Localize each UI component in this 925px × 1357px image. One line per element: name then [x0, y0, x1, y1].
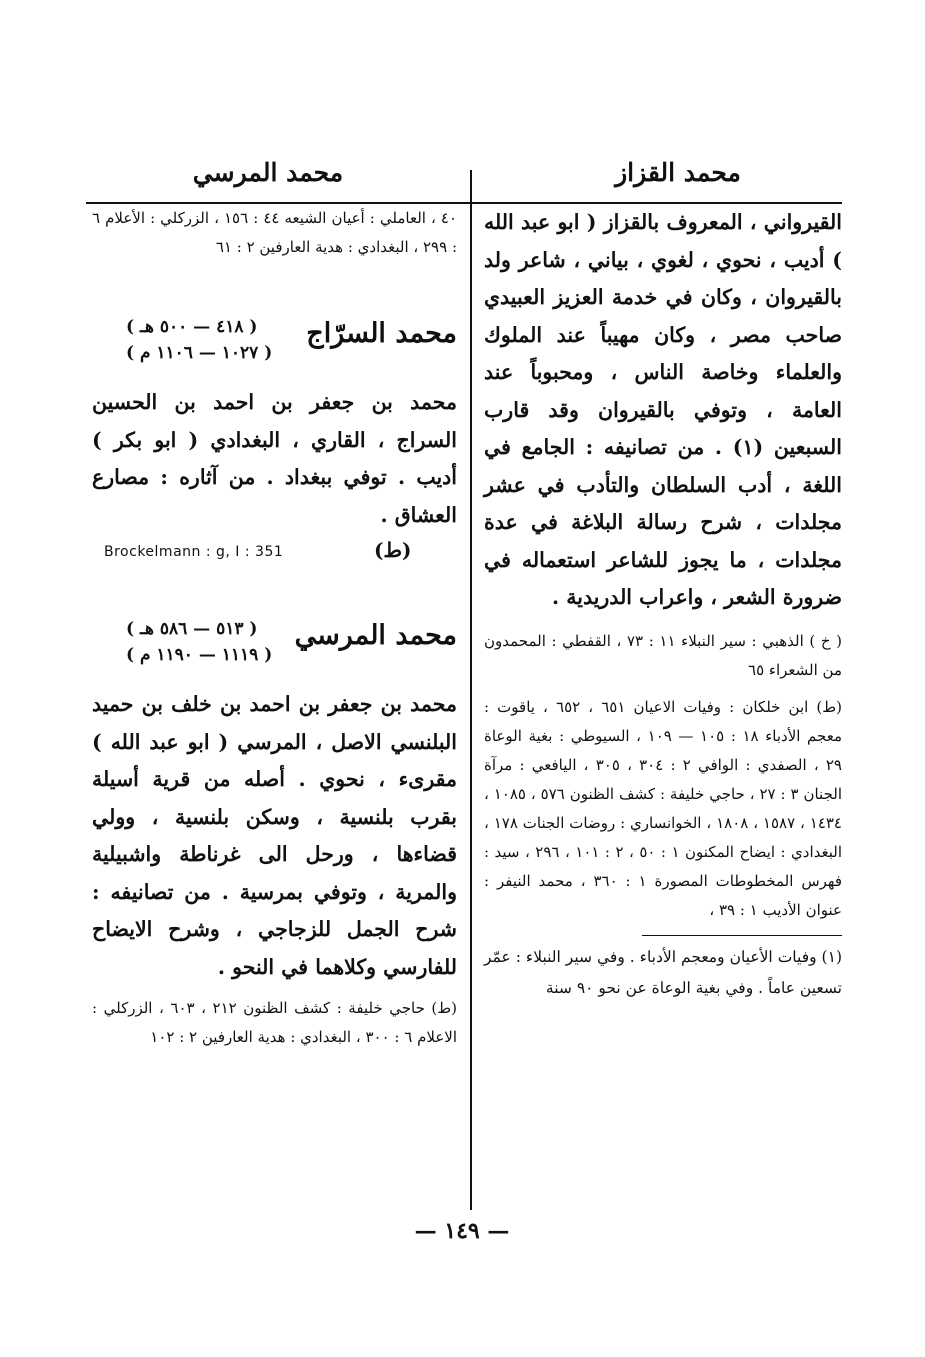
entry-body-qazzaz: القيرواني ، المعروف بالقزاز ( ابو عبد الله ) أديب ، نحوي ، لغوي ، بياني ، شاعر ولد بالقيروان ، وكان في خدمة العزيز العبيدي صاحب مصر ، وكان مهيباً عند الملوك والعلماء وخاصة الناس ، ومحبوباً عند العامة ، وتوفي بالقيروان وقد قارب السبعين (١) . من تصانيفه : الجامع في اللغة ، أدب السلطان والتأدب في عشر مجلدات ، شرح رسالة البلاغة في عدة مجلدات ، ما يجوز للشاعر استعماله في ضرورة الشعر ، واعراب الدريدية .: [484, 210, 842, 609]
running-header-left: محمد المرسي: [192, 158, 344, 187]
entry-dates-sarraj: [126, 314, 272, 366]
entry-dates-mursi: [126, 616, 272, 668]
sources-manuscript: ( خ ) الذهبي : سير النبلاء ١١ : ٧٣ ، القفطي : المحمدون من الشعراء ٦٥: [484, 631, 842, 679]
entry-name-mursi: محمد المرسي: [294, 620, 457, 651]
dates-gregorian: ( ١١١٩ — ١١٩٠ م ): [126, 645, 273, 665]
sources-previous-entry: ٤٠ ، العاملي : أعيان الشيعه ٤٤ : ١٥٦ ، الزركلي : الأعلام ٦ : ٢٩٩ ، البغدادي : هدية العارفين ٢ : ٦١: [92, 209, 458, 256]
entry-name-sarraj: محمد السرّاج: [306, 318, 457, 349]
entry-body-sarraj: محمد بن جعفر بن احمد بن الحسين السراج ، القاري ، البغدادي ( ابو بكر ) أديب . توفي ببغداد . من آثاره : مصارع العشاق .: [92, 390, 457, 527]
brockelmann-ref: Brockelmann : g, I : 351: [104, 544, 284, 560]
right-column: [484, 204, 842, 1004]
entry-heading-mursi: [92, 616, 457, 686]
dates-hijri: ( ٥١٣ — ٥٨٦ هـ ): [126, 619, 258, 639]
entry-heading-sarraj: [92, 314, 457, 384]
column-divider: [470, 170, 472, 1210]
printed-sources-mark: (ط): [374, 538, 412, 562]
dates-gregorian: ( ١٠٢٧ — ١١٠٦ م ): [126, 343, 273, 363]
sources-printed: (ط) ابن خلكان : وفيات الاعيان ٦٥١ ، ٦٥٢ ، ياقوت : معجم الأدباء ١٨ : ١٠٥ — ١٠٩ ، السيوطي : بغية الوعاة ٢٩ ، الصفدي : الوافي ٢ : ٣٠٤ ، ٣٠٥ ، اليافعي : مرآة الجنان ٣ : ٢٧ ، حاجي خليفة : كشف الظنون ٥٧٦ ، ١٠٨٥ ، ١٤٣٤ ، ١٥٨٧ ، ١٨٠٨ ، الخوانساري : روضات الجنات ١٧٨ ، البغدادي : ايضاح المكنون ١ : ٥٠ ، ٢ : ١٠١ ، ٢٩٦ ، سيد : فهرس المخطوطات المصورة ١ : ٣٦٠ ، محمد النيفر : عنوان الأديب ١ : ٣٩ ،: [484, 697, 843, 919]
reference-line: [92, 534, 457, 578]
page-number: — ١٤٩ —: [414, 1218, 510, 1244]
dates-hijri: ( ٤١٨ — ٥٠٠ هـ ): [126, 317, 258, 337]
footnote: (١) وفيات الأعيان ومعجم الأدباء . وفي سير النبلاء : عمّر تسعين عاماً . وفي بغية الوعاة عن نحو ٩٠ سنة: [484, 947, 842, 997]
footnote-rule: [642, 935, 842, 936]
sources-mursi: (ط) حاجي خليفة : كشف الظنون ٢١٢ ، ٦٠٣ ، الزركلي : الاعلام ٦ : ٣٠٠ ، البغدادي : هدية العارفين ٢ : ١٠٢: [92, 999, 457, 1046]
running-header-right: محمد القزاز: [615, 158, 741, 187]
entry-body-mursi: محمد بن جعفر بن احمد بن خلف بن حميد البلنسي الاصل ، المرسي ( ابو عبد الله ) مقرىء ، نحوي . أصله من قرية أسيلة بقرب بلنسية ، وسكن بلنسية ، وولي قضاءها ، ورحل الى غرناطة واشبيلية والمرية ، وتوفي بمرسية . من تصانيفه : شرح الجمل للزجاجي ، وشرح الايضاح للفارسي وكلاهما في النحو .: [92, 692, 457, 979]
left-column: [92, 204, 457, 1052]
